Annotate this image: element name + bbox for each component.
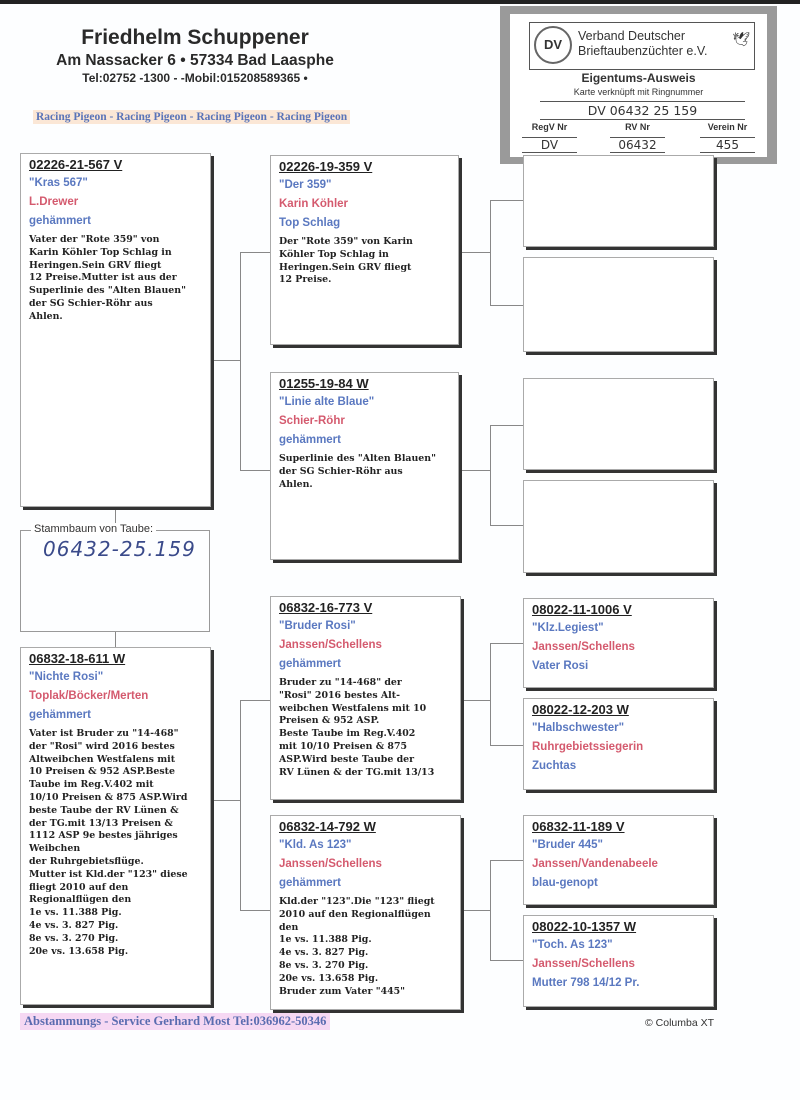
pigeon-icon: 🕊 (732, 31, 750, 47)
ring-number: 06832-16-773 V (279, 600, 373, 615)
pigeon-name: "Kld. As 123" (279, 839, 352, 851)
connector (490, 200, 523, 201)
color-note: gehämmert (29, 215, 91, 227)
connector (240, 700, 241, 910)
pedigree-card-sire-sire (270, 155, 459, 345)
connector (460, 910, 490, 911)
connector (210, 360, 240, 361)
color-note: Zuchtas (532, 760, 577, 772)
pedigree-card-sire-dam (270, 372, 459, 560)
verein-label: Verein Nr (707, 122, 748, 132)
subject-label: Stammbaum von Taube: (31, 523, 156, 535)
subject-ring-handwritten: 06432-25.159 (43, 537, 196, 561)
connector (490, 860, 523, 861)
pedigree-card-dam (20, 647, 211, 1005)
connector (240, 910, 270, 911)
breeder: Janssen/Schellens (532, 958, 635, 970)
owner-address: Am Nassacker 6 • 57334 Bad Laasphe (56, 52, 334, 69)
pigeon-name: "Halbschwester" (532, 722, 625, 734)
pigeon-name: "Klz.Legiest" (532, 622, 604, 634)
owner-phone: Tel:02752 -1300 - -Mobil:015208589365 • (82, 71, 308, 85)
subject-pigeon-box (20, 523, 210, 632)
empty-ancestor-box (523, 155, 714, 247)
pigeon-name: "Nichte Rosi" (29, 671, 104, 683)
breeder: Schier-Röhr (279, 415, 345, 427)
pigeon-name: "Kras 567" (29, 177, 88, 189)
connector (458, 470, 490, 471)
ring-number: 08022-10-1357 W (532, 919, 637, 934)
breeder: Toplak/Böcker/Merten (29, 690, 149, 702)
pedigree-card-dam-dam (270, 815, 461, 1010)
breeder: Janssen/Schellens (279, 639, 382, 651)
breeder: Ruhrgebietssiegerin (532, 741, 644, 753)
connector (490, 745, 523, 746)
connector (490, 525, 523, 526)
ring-number: 08022-12-203 W (532, 702, 629, 717)
connector (490, 200, 491, 305)
connector (490, 643, 491, 745)
description: Der "Rote 359" von Karin Köhler Top Schlag in Heringen.Sein GRV fliegt 12 Preise. (279, 236, 413, 286)
pigeon-name: "Der 359" (279, 179, 332, 191)
card-ring-number: DV 06432 25 159 (540, 101, 745, 120)
description: Bruder zu "14-468" der "Rosi" 2016 bestes Alt- weibchen Westfalens mit 10 Preisen & 952 ASP. Beste Taube im Reg.V.402 mit 10/10 Preisen & 875 ASP.Wird beste Taube der RV Lünen & der TG.mit 13/13 (279, 677, 435, 778)
connector (240, 470, 270, 471)
connector (460, 700, 490, 701)
empty-ancestor-box (523, 480, 714, 573)
regv-value: DV (522, 137, 577, 153)
connector (115, 632, 116, 647)
connector (490, 860, 491, 960)
color-note: gehämmert (279, 877, 341, 889)
verein-value: 455 (700, 137, 755, 153)
ring-number: 06832-14-792 W (279, 819, 376, 834)
card-title: Eigentums-Ausweis (581, 71, 696, 85)
pedigree-card-dam-dam-dam (523, 915, 714, 1007)
copyright: © Columba XT (645, 1017, 715, 1029)
breeder: Janssen/Schellens (532, 641, 635, 653)
owner-name: Friedhelm Schuppener (81, 26, 309, 49)
association-logo-icon: DV (534, 26, 572, 64)
color-note: Mutter 798 14/12 Pr. (532, 977, 640, 989)
connector (240, 252, 241, 470)
pedigree-card-dam-sire-sire (523, 598, 714, 688)
ring-number: 02226-19-359 V (279, 159, 373, 174)
connector (210, 800, 240, 801)
ring-number: 08022-11-1006 V (532, 602, 632, 617)
racing-pigeon-banner: Racing Pigeon - Racing Pigeon - Racing Pigeon - Racing Pigeon (33, 110, 350, 124)
ownership-card (500, 6, 777, 164)
pedigree-card-dam-sire (270, 596, 461, 800)
connector (490, 960, 523, 961)
service-footer: Abstammungs - Service Gerhard Most Tel:036962-50346 (20, 1013, 330, 1030)
breeder: Karin Köhler (279, 198, 349, 210)
pedigree-card-dam-sire-dam (523, 698, 714, 790)
color-note: gehämmert (279, 434, 341, 446)
pigeon-name: "Linie alte Blaue" (279, 396, 375, 408)
connector (490, 425, 491, 525)
breeder: Janssen/Schellens (279, 858, 382, 870)
scan-edge (0, 0, 800, 4)
breeder: Janssen/Vandenabeele (532, 858, 658, 870)
rv-value: 06432 (610, 137, 665, 153)
ring-number: 02226-21-567 V (29, 157, 123, 172)
org-line2: Brieftaubenzüchter e.V. (578, 44, 708, 58)
pigeon-name: "Bruder 445" (532, 839, 603, 851)
card-subtitle: Karte verknüpft mit Ringnummer (573, 87, 704, 97)
connector (240, 252, 270, 253)
description: Superlinie des "Alten Blauen" der SG Schier-Röhr aus Ahlen. (279, 453, 436, 490)
regv-label: RegV Nr (531, 122, 568, 132)
pedigree-card-sire (20, 153, 211, 507)
color-note: gehämmert (29, 709, 91, 721)
description: Vater ist Bruder zu "14-468" der "Rosi" wird 2016 bestes Altweibchen Westfalens mit 10 Preisen & 952 ASP.Beste Taube im Reg.V.402 mit 10/10 Preisen & 875 ASP.Wird beste Taube der RV Lünen & der TG.mit 13/13 Preisen & 1112 ASP 9e bestes jähriges Weibchen der Ruhrgebietsflüge. Mutter ist Kld.der "123" diese fliegt 2010 auf den Regionalflügen den 1e vs. 11.388 Pig. 4e vs. 3. 827 Pig. 8e vs. 3. 270 Pig. 20e vs. 13.658 Pig. (29, 728, 188, 957)
pigeon-name: "Bruder Rosi" (279, 620, 356, 632)
color-note: gehämmert (279, 658, 341, 670)
ring-number: 06832-18-611 W (29, 651, 126, 666)
color-note: Top Schlag (279, 217, 341, 229)
ring-number: 01255-19-84 W (279, 376, 369, 391)
pigeon-name: "Toch. As 123" (532, 939, 613, 951)
description: Kld.der "123".Die "123" fliegt 2010 auf den Regionalflügen den 1e vs. 11.388 Pig. 4e vs. 3. 827 Pig. 8e vs. 3. 270 Pig. 20e vs. 13.658 Pig. Bruder zum Vater "445" (279, 896, 435, 997)
org-line1: Verband Deutscher (578, 29, 686, 43)
color-note: blau-genopt (532, 877, 598, 889)
connector (490, 305, 523, 306)
empty-ancestor-box (523, 257, 714, 352)
rv-label: RV Nr (625, 122, 650, 132)
empty-ancestor-box (523, 378, 714, 470)
color-note: Vater Rosi (532, 660, 589, 672)
ring-number: 06832-11-189 V (532, 819, 625, 834)
connector (458, 252, 490, 253)
connector (490, 425, 523, 426)
association-header (529, 22, 755, 70)
connector (240, 700, 270, 701)
description: Vater der "Rote 359" von Karin Köhler Top Schlag in Heringen.Sein GRV fliegt 12 Preise.Mutter ist aus der Superlinie des "Alten Blauen" der SG Schier-Röhr aus Ahlen. (29, 234, 186, 322)
pedigree-card-dam-dam-sire (523, 815, 714, 905)
breeder: L.Drewer (29, 196, 79, 208)
connector (490, 643, 523, 644)
